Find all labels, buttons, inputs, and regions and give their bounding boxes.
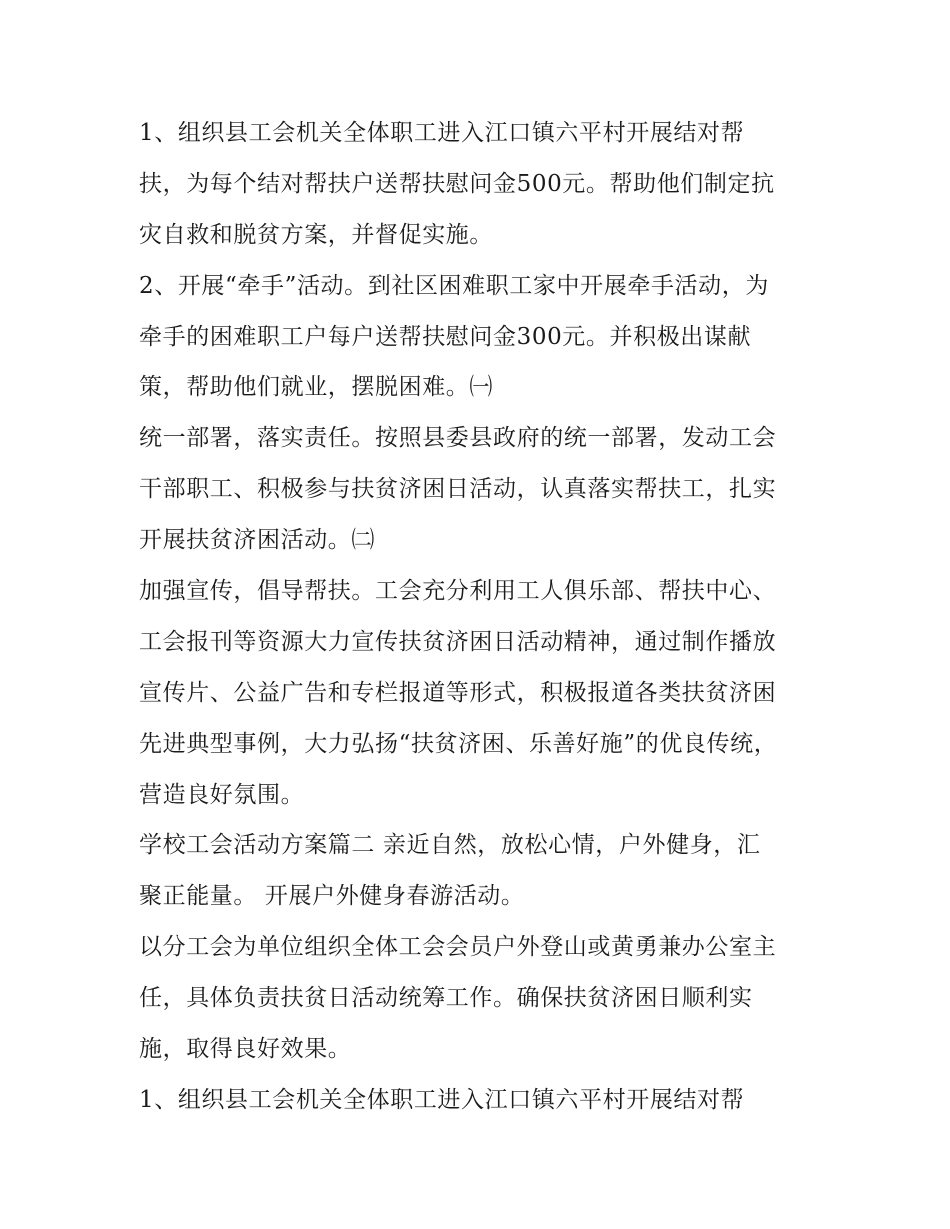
text-line: 统一部署，落实责任。按照县委县政府的统一部署，发动工会 [139, 425, 777, 452]
paragraph-4 [139, 566, 829, 820]
text-line: 1、组织县工会机关全体职工进入江口镇六平村开展结对帮 [139, 1086, 745, 1113]
paragraph-3 [139, 413, 829, 566]
text-line: 1、组织县工会机关全体职工进入江口镇六平村开展结对帮 [139, 120, 745, 146]
text-line: 聚正能量。 开展户外健身春游活动。 [139, 883, 525, 910]
paragraph-6 [139, 922, 829, 1075]
paragraph-7 [139, 1075, 829, 1126]
text-line: 营造良好氛围。 [139, 781, 305, 808]
paragraph-5 [139, 820, 829, 922]
text-line: 宣传片、公益广告和专栏报道等形式，积极报道各类扶贫济困 [139, 679, 777, 706]
text-line: 任，具体负责扶贫日活动统筹工作。确保扶贫济困日顺利实 [139, 985, 753, 1012]
text-line: 灾自救和脱贫方案，并督促实施。 [139, 221, 493, 248]
document-body [139, 108, 829, 1126]
text-line: 干部职工、积极参与扶贫济困日活动，认真落实帮扶工，扎实 [139, 476, 777, 503]
text-line: 扶，为每个结对帮扶户送帮扶慰问金500元。帮助他们制定抗 [139, 170, 775, 197]
text-line: 先进典型事例，大力弘扬“扶贫济困、乐善好施”的优良传统， [139, 730, 778, 757]
text-line: 牵手的困难职工户每户送帮扶慰问金300元。并积极出谋献 [139, 323, 752, 350]
text-line: 加强宣传，倡导帮扶。工会充分利用工人俱乐部、帮扶中心、 [139, 578, 777, 605]
text-line: 开展扶贫济困活动。㈡ [139, 527, 375, 554]
paragraph-1 [139, 108, 829, 261]
paragraph-2 [139, 261, 829, 414]
text-line: 策，帮助他们就业，摆脱困难。㈠ [139, 374, 493, 401]
text-line: 学校工会活动方案篇二 亲近自然，放松心情，户外健身，汇 [139, 832, 761, 859]
text-line: 2、开展“牵手”活动。到社区困难职工家中开展牵手活动，为 [139, 272, 769, 299]
text-line: 施，取得良好效果。 [139, 1036, 352, 1063]
text-line: 以分工会为单位组织全体工会会员户外登山或黄勇兼办公室主 [139, 934, 777, 961]
text-line: 工会报刊等资源大力宣传扶贫济困日活动精神，通过制作播放 [139, 628, 777, 655]
